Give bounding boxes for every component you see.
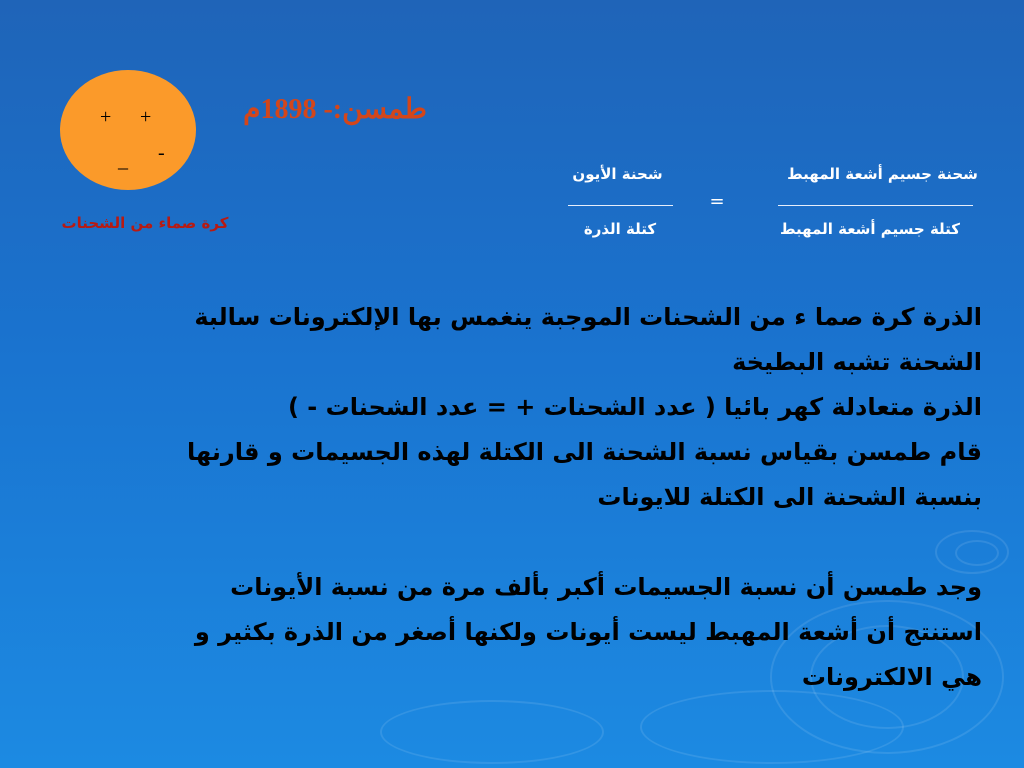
text-line: هي الالكترونات [801,663,982,691]
text-line: الذرة متعادلة كهر بائيا ( عدد الشحنات + = عدد الشحنات - ) [287,393,982,421]
text-line: بنسبة الشحنة الى الكتلة للايونات [597,483,982,511]
equals-sign: = [709,191,725,212]
slide-body [90,295,982,700]
atom-mass-denominator: كتلة الذرة [583,220,657,238]
left-fraction-bar [778,205,973,206]
text-line: الذرة كرة صما ء من الشحنات الموجبة ينغمس بها الإلكترونات سالبة [194,303,982,331]
ripple-decoration [380,700,604,764]
positive-charge-symbol: + [140,106,152,128]
positive-charge-symbol: + [100,106,112,128]
cathode-mass-denominator: كتلة جسيم أشعة المهبط [779,220,961,238]
cathode-charge-numerator: شحنة جسيم أشعة المهبط [787,165,978,183]
text-line: الشحنة تشبه البطيخة [732,348,982,376]
right-fraction-bar [568,205,673,206]
text-line: قام طمسن بقياس نسبة الشحنة الى الكتلة لهذه الجسيمات و قارنها [187,438,982,466]
negative-charge-symbol: - [158,142,165,164]
negative-charge-symbol: _ [118,150,128,172]
ripple-decoration [640,690,904,764]
slide-title: طمسن:- 1898م [243,94,427,125]
text-line: وجد طمسن أن نسبة الجسيمات أكبر بألف مرة من نسبة الأيونات [230,573,982,601]
text-line: استنتج أن أشعة المهبط ليست أيونات ولكنها أصغر من الذرة بكثير و [194,618,982,646]
ion-charge-numerator: شحنة الأيون [572,165,663,183]
atom-model-caption: كرة صماء من الشحنات [61,214,229,232]
paragraph-gap [90,520,982,565]
plum-pudding-atom-diagram [60,70,196,190]
